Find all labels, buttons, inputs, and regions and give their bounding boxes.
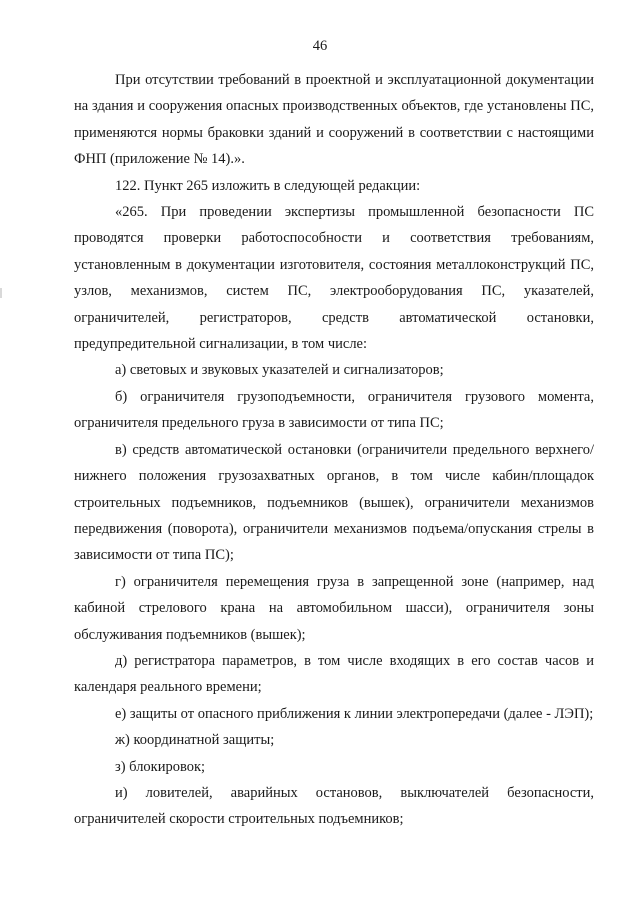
paragraph-item-265: «265. При проведении экспертизы промышленной безопасности ПС проводятся проверки работоспособности и соответствия требованиям, установленным в документации изготовителя, состояния металлоконструкций ПС, узлов, механизмов, систем ПС, электрооборудования ПС, указателей, ограничителей, регистраторов, средств автоматической остановки, предупредительной сигнализации, в том числе:: [74, 204, 594, 353]
list-item-d: д) регистратора параметров, в том числе входящих в его состав часов и календаря реального времени;: [74, 652, 594, 696]
document-body: [74, 67, 594, 833]
list-item-zh: ж) координатной защиты;: [115, 732, 275, 749]
paragraph-norms-note: При отсутствии требований в проектной и эксплуатационной документации на здания и сооружения опасных производственных объектов, где установлены ПС, применяются нормы браковки зданий и сооружений в соответствии с настоящими ФНП (приложение № 14).».: [74, 72, 594, 168]
list-item-e: е) защиты от опасного приближения к линии электропередачи (далее - ЛЭП);: [115, 705, 594, 722]
list-item-v: в) средств автоматической остановки (ограничители предельного верхнего/нижнего положения грузозахватных органов, в том числе кабин/площадок строительных подъемников, подъемников (вышек), ограничители механизмов передвижения (поворота), ограничители механизмов подъема/опускания стрелы в зависимости от типа ПС);: [74, 441, 594, 564]
list-item-z: з) блокировок;: [115, 758, 206, 775]
list-item-i: и) ловителей, аварийных остановов, выключателей безопасности, ограничителей скорости строительных подъемников;: [74, 784, 594, 828]
paragraph-item-122: 122. Пункт 265 изложить в следующей редакции:: [115, 177, 421, 194]
scan-edge-mark: [0, 288, 2, 298]
list-item-b: б) ограничителя грузоподъемности, ограничителя грузового момента, ограничителя предельного груза в зависимости от типа ПС;: [74, 388, 594, 432]
page-number: 46: [312, 38, 328, 54]
list-item-g: г) ограничителя перемещения груза в запрещенной зоне (например, над кабиной стрелового крана на автомобильном шасси), ограничителя зоны обслуживания подъемников (вышек);: [74, 573, 594, 643]
list-item-a: а) световых и звуковых указателей и сигнализаторов;: [115, 362, 444, 379]
